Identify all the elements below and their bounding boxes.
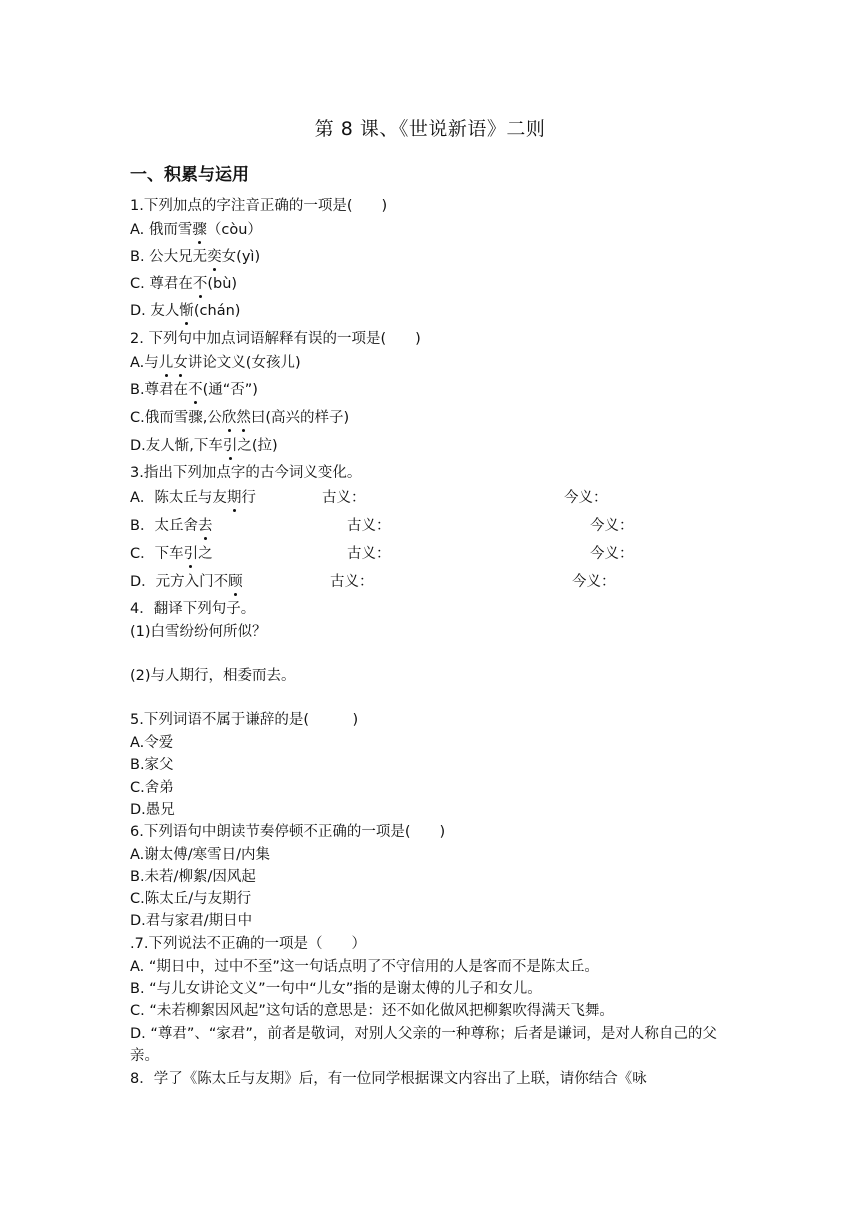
q3-option-c: C．下车引之 <box>130 546 213 562</box>
emphasis-dot-char: 惭 <box>179 303 194 319</box>
q3-option-a: A．陈太丘与友期行 <box>130 490 256 506</box>
q3-c-modern-label: 今义： <box>590 546 634 562</box>
q5-option-a: A.令爱 <box>130 735 174 751</box>
q6-option-d: D.君与家君/期日中 <box>130 913 253 929</box>
q8-stem: 8．学了《陈太丘与友期》后，有一位同学根据课文内容出了上联，请你结合《咏 <box>130 1071 647 1087</box>
q3-a-ancient-label: 古义： <box>322 490 366 506</box>
q1-option-c: C. 尊君在不(bù) <box>130 276 238 292</box>
q7-option-a: A. “期日中，过中不至”这一句话点明了不守信用的人是客而不是陈太丘。 <box>130 959 599 975</box>
q3-b-ancient-label: 古义： <box>347 518 391 534</box>
q3-d-ancient-label: 古义： <box>330 574 374 590</box>
q5-option-c: C.舍弟 <box>130 780 174 796</box>
q3-a-modern-label: 今义： <box>564 490 608 506</box>
q5-option-b: B.家父 <box>130 757 174 773</box>
q2-option-d: D.友人惭,下车引之(拉) <box>130 438 278 454</box>
q1-option-a: A. 俄而雪骤（còu） <box>130 222 262 238</box>
q4-sentence-1: (1)白雪纷纷何所似？ <box>130 624 267 640</box>
q6-stem: 6.下列语句中朗读节奏停顿不正确的一项是( ) <box>130 824 446 840</box>
q3-b-modern-label: 今义： <box>590 518 634 534</box>
q3-option-d: D．元方入门不顾 <box>130 574 243 590</box>
q3-c-ancient-label: 古义： <box>347 546 391 562</box>
q2-option-c: C.俄而雪骤,公欣然曰(高兴的样子) <box>130 410 350 426</box>
q2-stem: 2. 下列句中加点词语解释有误的一项是( ) <box>130 331 421 347</box>
q7-stem: .7.下列说法不正确的一项是（ ） <box>130 936 366 952</box>
q5-stem: 5.下列词语不属于谦辞的是( ) <box>130 712 359 728</box>
q4-sentence-2: (2)与人期行，相委而去。 <box>130 668 296 684</box>
q2-option-b: B.尊君在不(通“否”) <box>130 382 258 398</box>
page-title: 第 8 课、《世说新语》二则 <box>314 118 546 140</box>
q6-option-a: A.谢太傅/寒雪日/内集 <box>130 847 271 863</box>
q5-option-d: D.愚兄 <box>130 802 175 818</box>
section-heading: 一、积累与运用 <box>130 165 249 185</box>
emphasis-dot-char: 不 <box>192 276 208 292</box>
emphasis-dot-char: 骤 <box>192 222 207 238</box>
q7-option-b: B. “与儿女讲论文义”一句中“儿女”指的是谢太傅的儿子和女儿。 <box>130 981 542 997</box>
q1-stem: 1.下列加点的字注音正确的一项是( ) <box>130 198 388 214</box>
q7-option-c: C. “未若柳絮因风起”这句话的意思是：还不如化做风把柳絮吹得满天飞舞。 <box>130 1003 614 1019</box>
q3-option-b: B．太丘舍去 <box>130 518 213 534</box>
q4-stem: 4．翻译下列句子。 <box>130 601 256 617</box>
q6-option-b: B.未若/柳絮/因风起 <box>130 869 256 885</box>
q3-stem: 3.指出下列加点字的古今词义变化。 <box>130 465 362 481</box>
q1-option-b: B. 公大兄无奕女(yì) <box>130 249 261 265</box>
q2-option-a: A.与儿女讲论文义(女孩儿) <box>130 355 301 371</box>
q1-option-d: D. 友人惭(chán) <box>130 303 241 319</box>
q7-option-d: D. “尊君”、“家君”，前者是敬词，对别人父亲的一种尊称；后者是谦词，是对人称自己的父亲。 <box>130 1026 717 1064</box>
emphasis-dot-char: 奕 <box>207 249 222 265</box>
q6-option-c: C.陈太丘/与友期行 <box>130 891 252 907</box>
q3-d-modern-label: 今义： <box>572 574 616 590</box>
